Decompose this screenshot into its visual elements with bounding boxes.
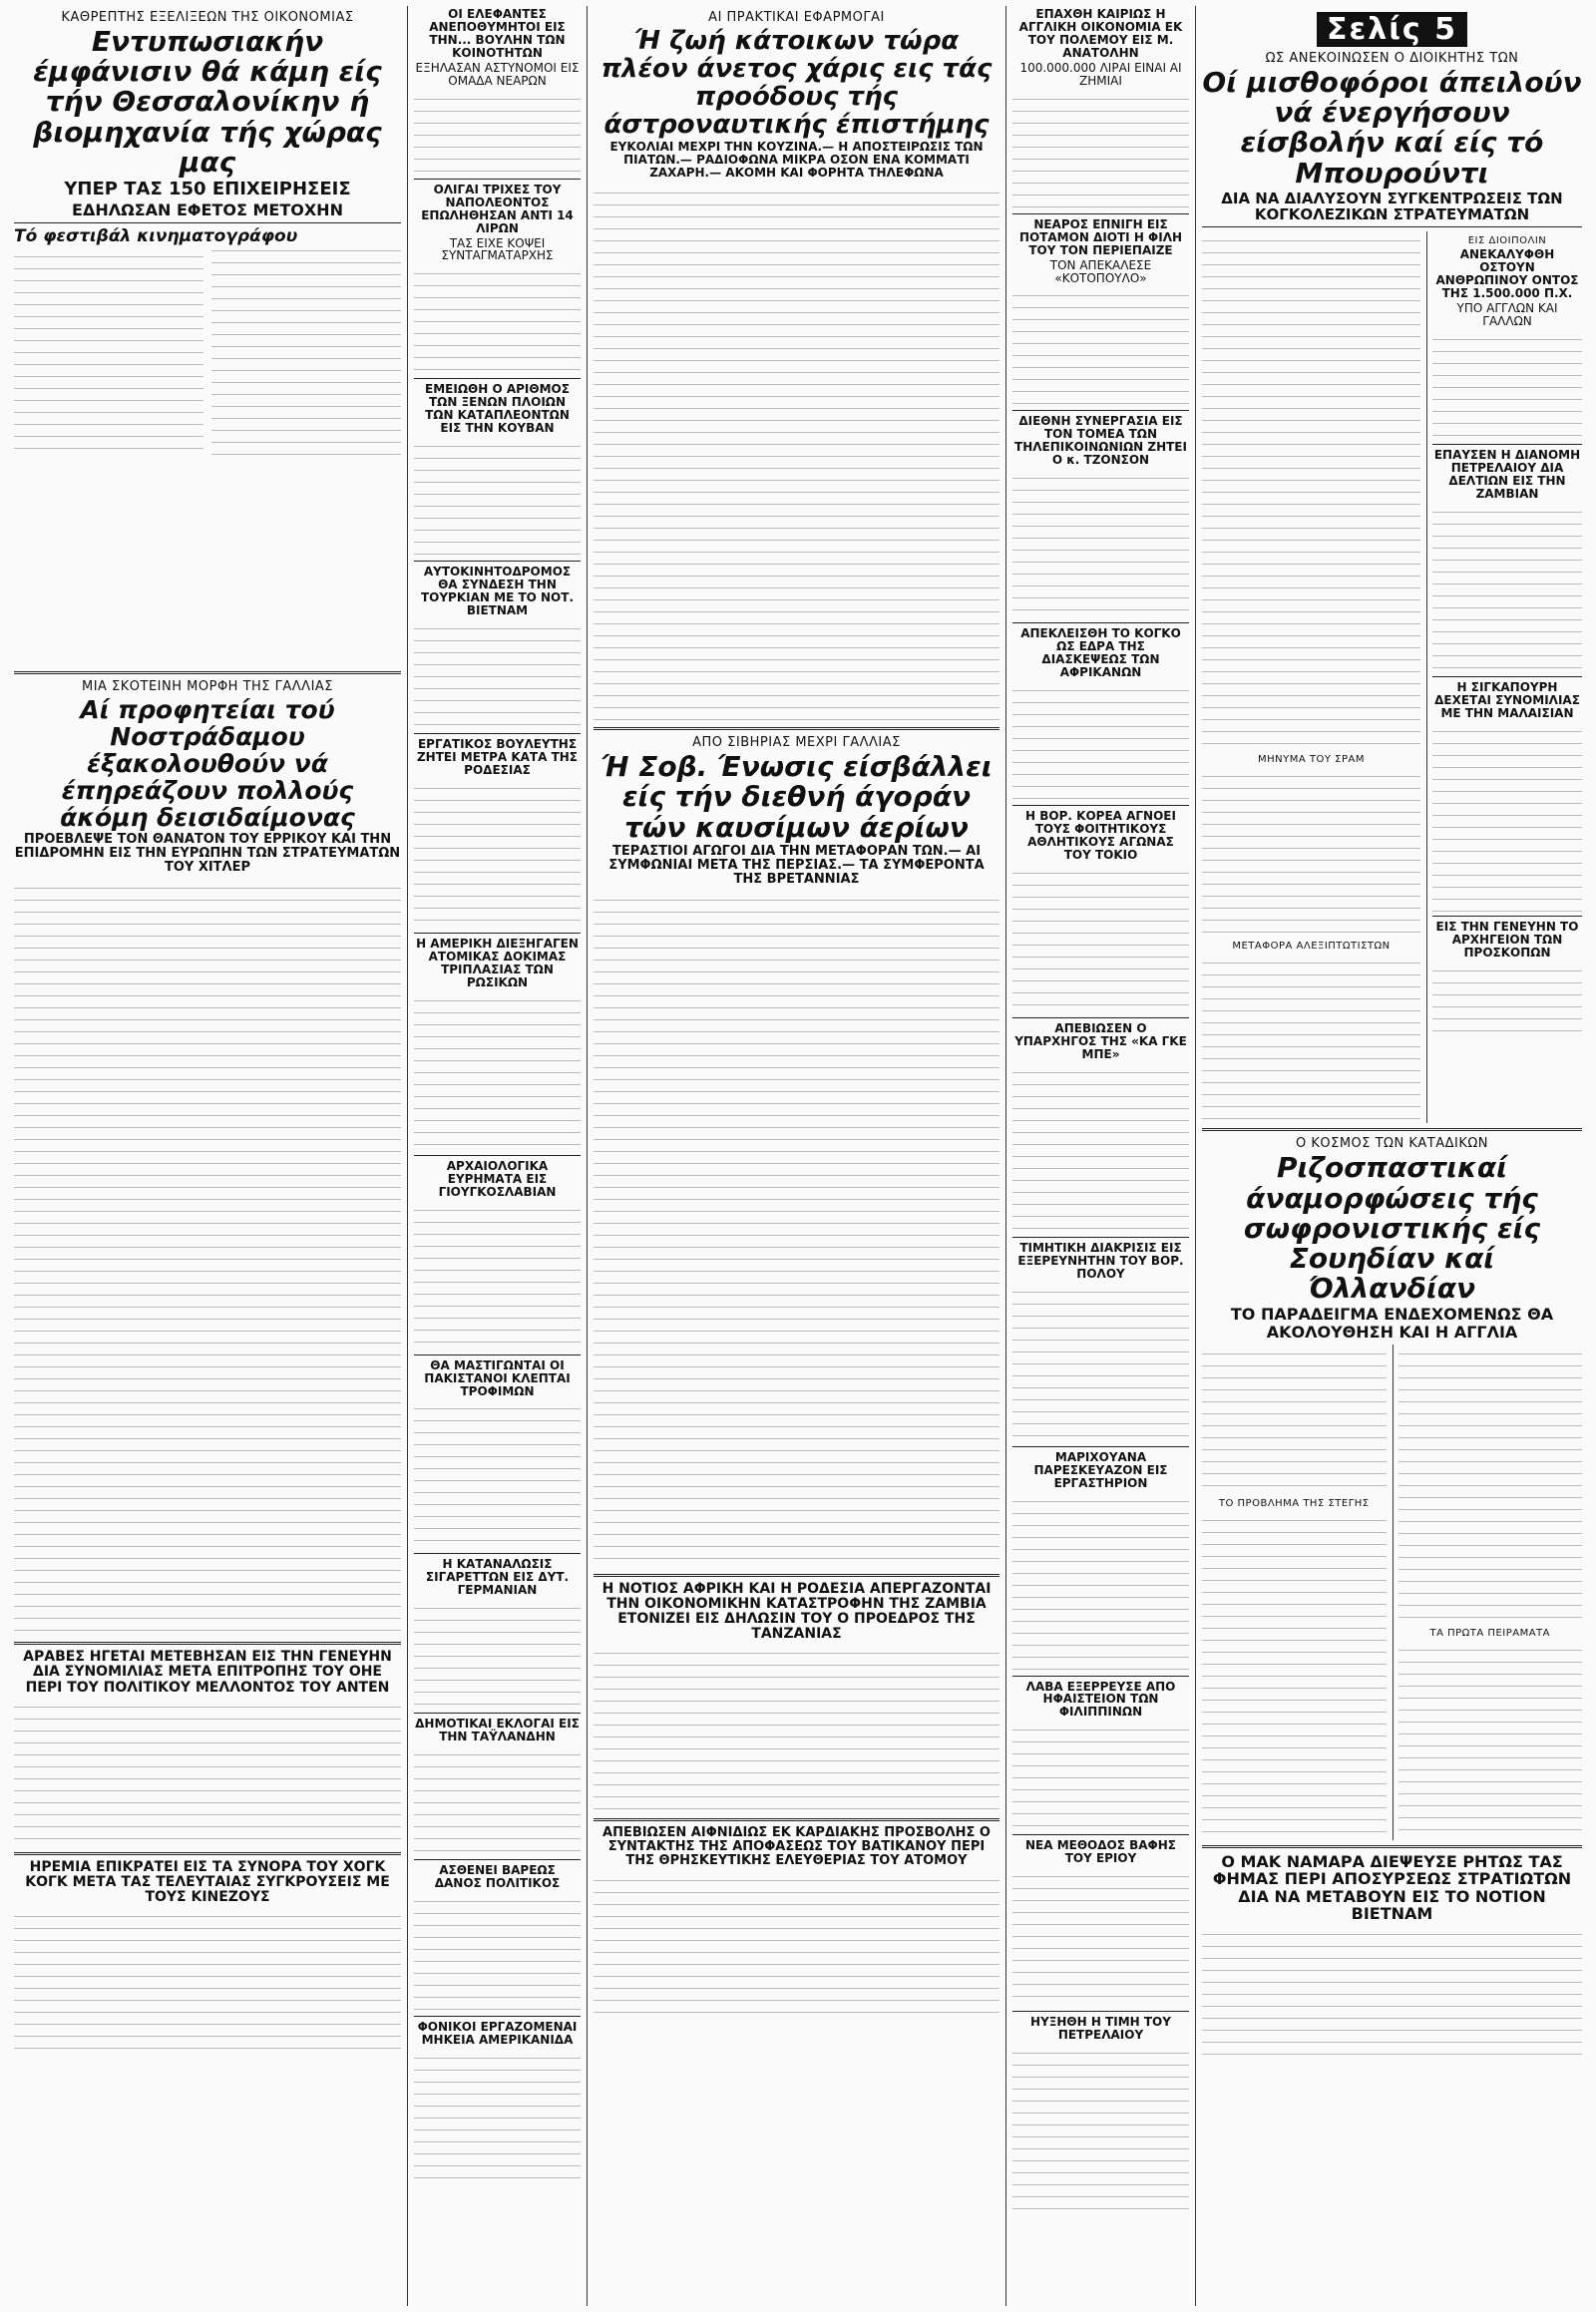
col2-h9: Η ΚΑΤΑΝΑΛΩΣΙΣ ΣΙΓΑΡΕΤΤΩΝ ΕΙΣ ΔΥΤ. ΓΕΡΜΑΝΙΑΝ bbox=[425, 1557, 570, 1598]
col5-story2-sub: ΤΟ ΠΑΡΑΔΕΙΓΜΑ ΕΝΔΕΧΟΜΕΝΩΣ ΘΑ ΑΚΟΛΟΥΘΗΣΗ ΚΑΙ Η ΑΓΓΛΙΑ bbox=[1230, 1305, 1554, 1342]
col4-body-6 bbox=[1012, 1063, 1189, 1233]
col3-story3-body bbox=[594, 1644, 999, 1813]
col2-h12: ΦΟΝΙΚΟΙ ΕΡΓΑΖΟΜΕΝΑΙ ΜΗΚΕΙΑ ΑΜΕΡΙΚΑΝΙΔΑ bbox=[417, 2020, 578, 2048]
col1-story2-body bbox=[14, 879, 401, 1637]
col2-h5: ΕΡΓΑΤΙΚΟΣ ΒΟΥΛΕΥΤΗΣ ΖΗΤΕΙ ΜΕΤΡΑ ΚΑΤΑ ΤΗΣ ΡΟΔΕΣΙΑΣ bbox=[416, 737, 578, 777]
col2-h11: ΑΣΘΕΝΕΙ ΒΑΡΕΩΣ ΔΑΝΟΣ ΠΟΛΙΤΙΚΟΣ bbox=[434, 1863, 561, 1891]
column-2 bbox=[407, 6, 587, 2306]
col1-story2-kicker: ΜΙΑ ΣΚΟΤΕΙΝΗ ΜΟΡΦΗ ΤΗΣ ΓΑΛΛΙΑΣ bbox=[81, 679, 334, 695]
col2-body-2 bbox=[414, 264, 581, 374]
col4-h2b: ΤΟΝ ΑΠΕΚΑΛΕΣΕ «ΚΟΤΟΠΟΥΛΟ» bbox=[1049, 257, 1152, 285]
col2-body-11 bbox=[414, 1892, 581, 2012]
col1-story2-sub: ΠΡΟΕΒΛΕΨΕ ΤΟΝ ΘΑΝΑΤΟΝ ΤΟΥ ΕΡΡΙΚΟΥ ΚΑΙ ΤΗΝ ΕΠΙΔΡΟΜΗΝ ΕΙΣ ΤΗΝ ΕΥΡΩΠΗΝ ΤΩΝ ΣΤΡΑΤΕΥΜΑΤΩΝ ΤΟΥ ΧΙΤΛΕΡ bbox=[14, 832, 401, 876]
col3-story2-sub: ΤΕΡΑΣΤΙΟΙ ΑΓΩΓΟΙ ΔΙΑ ΤΗΝ ΜΕΤΑΦΟΡΑΝ ΤΩΝ.— ΑΙ ΣΥΜΦΩΝΙΑΙ ΜΕΤΑ ΤΗΣ ΠΕΡΣΙΑΣ.— ΤΑ ΣΥΜΦΕΡΟΝΤΑ ΤΗΣ ΒΡΕΤΑΝΝΙΑΣ bbox=[608, 843, 985, 887]
col4-body-1 bbox=[1012, 90, 1189, 209]
col5-side2: ΕΠΑΥΣΕΝ Η ΔΙΑΝΟΜΗ ΠΕΤΡΕΛΑΙΟΥ ΔΙΑ ΔΕΛΤΙΩΝ ΕΙΣ ΤΗΝ ΖΑΜΒΙΑΝ bbox=[1433, 448, 1581, 501]
column-3 bbox=[587, 6, 1005, 2306]
col3-story2-kicker: ΑΠΟ ΣΙΒΗΡΙΑΣ ΜΕΧΡΙ ΓΑΛΛΙΑΣ bbox=[692, 735, 901, 751]
col5-story3-headline: Ο ΜΑΚ ΝΑΜΑΡΑ ΔΙΕΨΕΥΣΕ ΡΗΤΩΣ ΤΑΣ ΦΗΜΑΣ ΠΕΡΙ ΑΠΟΣΥΡΣΕΩΣ ΣΤΡΑΤΙΩΤΩΝ ΔΙΑ ΝΑ ΜΕΤΑΒΟΥΝ ΕΙΣ ΤΟ ΝΟΤΙΟΝ ΒΙΕΤΝΑΜ bbox=[1212, 1852, 1572, 1923]
col3-sub: ΕΥΚΟΛΙΑΙ ΜΕΧΡΙ ΤΗΝ ΚΟΥΖΙΝΑ.— Η ΑΠΟΣΤΕΙΡΩΣΙΣ ΤΩΝ ΠΙΑΤΩΝ.— ΡΑΔΙΟΦΩΝΑ ΜΙΚΡΑ ΟΣΟΝ ΕΝΑ ΚΟΜΜΑΤΙ ΖΑΧΑΡΗ.— ΑΚΟΜΗ ΚΑΙ ΦΟΡΗΤΑ ΤΗΛΕΦΩΝΑ bbox=[609, 140, 984, 181]
col2-body-10 bbox=[414, 1745, 581, 1855]
col5-story2-body-d bbox=[1398, 1641, 1583, 1840]
col2-body-3 bbox=[414, 437, 581, 557]
col3-story3-headline: Η ΝΟΤΙΟΣ ΑΦΡΙΚΗ ΚΑΙ Η ΡΟΔΕΣΙΑ ΑΠΕΡΓΑΖΟΝΤΑΙ ΤΗΝ ΟΙΚΟΝΟΜΙΚΗΝ ΚΑΤΑΣΤΡΟΦΗΝ ΤΗΣ ΖΑΜΒΙΑ ΕΤΟΝΙΖΕΙ ΕΙΣ ΔΗΛΩΣΙΝ ΤΟΥ Ο ΠΡΟΕΔΡΟΣ ΤΗΣ ΤΑΝΖΑΝΙΑΣ bbox=[601, 1580, 992, 1643]
col1-sub2: ΕΔΗΛΩΣΑΝ ΕΦΕΤΟΣ ΜΕΤΟΧΗΝ bbox=[72, 199, 343, 219]
col5-side2-body bbox=[1432, 503, 1582, 672]
col5-headline: Οί μισθοφόροι άπειλούν νά ένεργήσουν είσβολήν καί είς τό Μπουρούντι bbox=[1202, 66, 1582, 190]
col4-body-4 bbox=[1012, 681, 1189, 801]
col2-h8: ΘΑ ΜΑΣΤΙΓΩΝΤΑΙ ΟΙ ΠΑΚΙΣΤΑΝΟΙ ΚΛΕΠΤΑΙ ΤΡΟΦΙΜΩΝ bbox=[424, 1357, 571, 1398]
col4-h4: ΑΠΕΚΛΕΙΣΘΗ ΤΟ ΚΟΓΚΟ ΩΣ ΕΔΡΑ ΤΗΣ ΔΙΑΣΚΕΨΕΩΣ ΤΩΝ ΑΦΡΙΚΑΝΩΝ bbox=[1020, 626, 1181, 680]
col4-body-8 bbox=[1012, 1492, 1189, 1672]
col4-h5: Η ΒΟΡ. ΚΟΡΕΑ ΑΓΝΟΕΙ ΤΟΥΣ ΦΟΙΤΗΤΙΚΟΥΣ ΑΘΛΗΤΙΚΟΥΣ ΑΓΩΝΑΣ ΤΟΥ ΤΟΚΙΟ bbox=[1025, 809, 1176, 862]
col5-story2-body-c bbox=[1398, 1345, 1583, 1624]
page-number-badge: Σελίς 5 bbox=[1317, 12, 1467, 47]
col4-body-3 bbox=[1012, 469, 1189, 618]
col2-body-7 bbox=[414, 1201, 581, 1350]
col2-h1b: ΕΞΗΛΑΣΑΝ ΑΣΤΥΝΟΜΟΙ ΕΙΣ ΟΜΑΔΑ ΝΕΑΡΩΝ bbox=[415, 60, 580, 88]
col3-story4-body bbox=[594, 1871, 999, 2021]
col1-story3-body bbox=[14, 1698, 401, 1847]
col4-h7: ΤΙΜΗΤΙΚΗ ΔΙΑΚΡΙΣΙΣ ΕΙΣ ΕΞΕΡΕΥΝΗΤΗΝ ΤΟΥ ΒΟΡ. ΠΟΛΟΥ bbox=[1017, 1240, 1184, 1281]
col5-side1-kicker: ΕΙΣ ΔΙΟΙΠΟΛΙΝ bbox=[1467, 235, 1547, 247]
col2-h4: ΑΥΤΟΚΙΝΗΤΟΔΡΟΜΟΣ ΘΑ ΣΥΝΔΕΣΗ ΤΗΝ ΤΟΥΡΚΙΑΝ ΜΕ ΤΟ ΝΟΤ. ΒΙΕΤΝΑΜ bbox=[420, 565, 574, 618]
col3-story4-headline: ΑΠΕΒΙΩΣΕΝ ΑΙΦΝΙΔΙΩΣ ΕΚ ΚΑΡΔΙΑΚΗΣ ΠΡΟΣΒΟΛΗΣ Ο ΣΥΝΤΑΚΤΗΣ ΤΗΣ ΑΠΟΦΑΣΕΩΣ ΤΟΥ ΒΑΤΙΚΑΝΟΥ ΠΕΡΙ ΤΗΣ ΘΡΗΣΚΕΥΤΙΚΗΣ ΕΛΕΥΘΕΡΙΑΣ ΤΟΥ ΑΤΟΜΟΥ bbox=[602, 1825, 991, 1869]
col2-body-5 bbox=[414, 779, 581, 929]
col5-small-head1: ΜΗΝΥΜΑ ΤΟΥ ΣΡΑΜ bbox=[1258, 754, 1365, 766]
col2-body-12 bbox=[414, 2049, 581, 2188]
col5-side3: Η ΣΙΓΚΑΠΟΥΡΗ ΔΕΧΕΤΑΙ ΣΥΝΟΜΙΛΙΑΣ ΜΕ ΤΗΝ ΜΑΛΑΙΣΙΑΝ bbox=[1434, 679, 1580, 720]
col5-sub: ΔΙΑ ΝΑ ΔΙΑΛΥΣΟΥΝ ΣΥΓΚΕΝΤΡΩΣΕΙΣ ΤΩΝ ΚΟΓΚΟΛΕΖΙΚΩΝ ΣΤΡΑΤΕΥΜΑΤΩΝ bbox=[1221, 189, 1563, 224]
col3-story2-headline: Ή Σοβ. Ένωσις είσβάλλει είς τήν διεθνή άγοράν τών καυσίμων άερίων bbox=[600, 750, 993, 844]
col5-side1-body bbox=[1432, 330, 1582, 440]
col5-small-head2: ΜΕΤΑΦΟΡΑ ΑΛΕΞΙΠΤΩΤΙΣΤΩΝ bbox=[1232, 941, 1391, 953]
col4-h3: ΔΙΕΘΝΗ ΣΥΝΕΡΓΑΣΙΑ ΕΙΣ ΤΟΝ ΤΟΜΕΑ ΤΩΝ ΤΗΛΕΠΙΚΟΙΝΩΝΙΩΝ ΖΗΤΕΙ Ο κ. ΤΖΟΝΣΟΝ bbox=[1014, 414, 1187, 468]
col1-story-body bbox=[14, 247, 401, 666]
col5-side1b: ΥΠΟ ΑΓΓΛΩΝ ΚΑΙ ΓΑΛΛΩΝ bbox=[1456, 301, 1558, 329]
col5-main-body bbox=[1202, 231, 1420, 750]
col4-h8: ΜΑΡΙΧΟΥΑΝΑ ΠΑΡΕΣΚΕΥΑΖΟΝ ΕΙΣ ΕΡΓΑΣΤΗΡΙΟΝ bbox=[1033, 1449, 1168, 1490]
col5-main-body-3 bbox=[1202, 954, 1420, 1123]
col4-h2: ΝΕΑΡΟΣ ΕΠΝΙΓΗ ΕΙΣ ΠΟΤΑΜΟΝ ΔΙΟΤΙ Η ΦΙΛΗ ΤΟΥ ΤΟΝ ΠΕΡΙΕΠΑΙΖΕ bbox=[1018, 216, 1183, 257]
col4-h9: ΛΑΒΑ ΕΞΕΡΡΕΥΣΕ ΑΠΟ ΗΦΑΙΣΤΕΙΟΝ ΤΩΝ ΦΙΛΙΠΠΙΝΩΝ bbox=[1025, 1679, 1176, 1720]
col1-story4-headline: ΗΡΕΜΙΑ ΕΠΙΚΡΑΤΕΙ ΕΙΣ ΤΑ ΣΥΝΟΡΑ ΤΟΥ ΧΟΓΚ ΚΟΓΚ ΜΕΤΑ ΤΑΣ ΤΕΛΕΥΤΑΙΑΣ ΣΥΓΚΡΟΥΣΕΙΣ ΜΕ ΤΟΥΣ ΚΙΝΕΖΟΥΣ bbox=[25, 1858, 390, 1905]
col2-body-4 bbox=[414, 619, 581, 729]
col4-h10: ΝΕΑ ΜΕΘΟΔΟΣ ΒΑΦΗΣ ΤΟΥ ΕΡΙΟΥ bbox=[1025, 1838, 1176, 1866]
col5-side4-body bbox=[1432, 962, 1582, 1041]
col2-h7: ΑΡΧΑΙΟΛΟΓΙΚΑ ΕΥΡΗΜΑΤΑ ΕΙΣ ΓΙΟΥΓΚΟΣΛΑΒΙΑΝ bbox=[438, 1158, 557, 1199]
col4-body-11 bbox=[1012, 2044, 1189, 2213]
col3-story-body bbox=[594, 184, 999, 722]
column-5 bbox=[1195, 6, 1588, 2306]
col4-h1: ΕΠΑΧΘΗ ΚΑΙΡΙΩΣ Η ΑΓΓΛΙΚΗ ΟΙΚΟΝΟΜΙΑ ΕΚ ΤΟΥ ΠΟΛΕΜΟΥ ΕΙΣ Μ. ΑΝΑΤΟΛΗΝ bbox=[1018, 7, 1183, 60]
col5-small-head4: ΤΑ ΠΡΩΤΑ ΠΕΙΡΑΜΑΤΑ bbox=[1429, 1628, 1551, 1640]
col5-side1: ΑΝΕΚΑΛΥΦΘΗ ΟΣΤΟΥΝ ΑΝΘΡΩΠΙΝΟΥ ΟΝΤΟΣ ΤΗΣ 1.500.000 Π.Χ. bbox=[1435, 247, 1579, 301]
col2-body-8 bbox=[414, 1399, 581, 1549]
col5-side3-body bbox=[1432, 722, 1582, 912]
col2-h2: ΟΛΙΓΑΙ ΤΡΙΧΕΣ ΤΟΥ ΝΑΠΟΛΕΟΝΤΟΣ ΕΠΩΛΗΘΗΣΑΝ ΑΝΤΙ 14 ΛΙΡΩΝ bbox=[421, 182, 574, 235]
col4-h1b: 100.000.000 ΛΙΡΑΙ ΕΙΝΑΙ ΑΙ ΖΗΜΙΑΙ bbox=[1019, 60, 1182, 88]
col2-h6: Η ΑΜΕΡΙΚΗ ΔΙΕΞΗΓΑΓΕΝ ΑΤΟΜΙΚΑΣ ΔΟΚΙΜΑΣ ΤΡΙΠΛΑΣΙΑΣ ΤΩΝ ΡΩΣΙΚΩΝ bbox=[416, 936, 579, 989]
col4-body-10 bbox=[1012, 1867, 1189, 2007]
col5-side4: ΕΙΣ ΤΗΝ ΓΕΝΕΥΗΝ ΤΟ ΑΡΧΗΓΕΙΟΝ ΤΩΝ ΠΡΟΣΚΟΠΩΝ bbox=[1435, 919, 1579, 960]
col1-sub1: ΥΠΕΡ ΤΑΣ 150 ΕΠΙΧΕΙΡΗΣΕΙΣ bbox=[64, 179, 351, 200]
col2-body-1 bbox=[414, 90, 581, 175]
col5-kicker: ΩΣ ΑΝΕΚΟΙΝΩΣΕΝ Ο ΔΙΟΙΚΗΤΗΣ ΤΩΝ bbox=[1265, 51, 1519, 66]
col1-sub3: Τό φεστιβάλ κινηματογράφου bbox=[14, 225, 298, 246]
col4-body-7 bbox=[1012, 1283, 1189, 1442]
col4-h11: ΗΥΞΗΘΗ Η ΤΙΜΗ ΤΟΥ ΠΕΤΡΕΛΑΙΟΥ bbox=[1030, 2015, 1171, 2043]
col4-h6: ΑΠΕΒΙΩΣΕΝ Ο ΥΠΑΡΧΗΓΟΣ ΤΗΣ «ΚΑ ΓΚΕ ΜΠΕ» bbox=[1014, 1020, 1187, 1061]
col1-story2-headline: Αί προφητείαι τού Νοστράδαμου έξακολουθούν νά έπηρεάζουν πολλούς άκόμη δεισιδαίμονας bbox=[60, 695, 355, 833]
col5-story2-body-a bbox=[1202, 1345, 1387, 1494]
col5-main-body-2 bbox=[1202, 767, 1420, 937]
col2-h10: ΔΗΜΟΤΙΚΑΙ ΕΚΛΟΓΑΙ ΕΙΣ ΤΗΝ ΤΑΫΛΑΝΔΗΝ bbox=[415, 1717, 580, 1744]
col3-story2-body bbox=[594, 891, 999, 1569]
col1-kicker: ΚΑΘΡΕΠΤΗΣ ΕΞΕΛΙΞΕΩΝ ΤΗΣ ΟΙΚΟΝΟΜΙΑΣ bbox=[61, 10, 354, 25]
col2-h1: ΟΙ ΕΛΕΦΑΝΤΕΣ ΑΝΕΠΟΘΥΜΗΤΟΙ ΕΙΣ ΤΗΝ... ΒΟΥΛΗΝ ΤΩΝ ΚΟΙΝΟΤΗΤΩΝ bbox=[429, 7, 566, 60]
col4-body-9 bbox=[1012, 1721, 1189, 1830]
col2-body-9 bbox=[414, 1599, 581, 1709]
column-1 bbox=[8, 6, 407, 2306]
col1-headline: Εντυπωσιακήν έμφάνισιν θά κάμη είς τήν Θεσσαλονίκην ή βιομηχανία τής χώρας μας bbox=[33, 25, 382, 179]
col3-kicker: ΑΙ ΠΡΑΚΤΙΚΑΙ ΕΦΑΡΜΟΓΑΙ bbox=[708, 10, 885, 25]
col5-story2-headline: Ριζοσπαστικαί άναμορφώσεις τής σωφρονιστικής είς Σουηδίαν καί Όλλανδίαν bbox=[1243, 1151, 1541, 1306]
col4-body-2 bbox=[1012, 286, 1189, 406]
col2-body-6 bbox=[414, 991, 581, 1151]
col5-story2-kicker: Ο ΚΟΣΜΟΣ ΤΩΝ ΚΑΤΑΔΙΚΩΝ bbox=[1295, 1136, 1489, 1152]
col2-h3: ΕΜΕΙΩΘΗ Ο ΑΡΙΘΜΟΣ ΤΩΝ ΞΕΝΩΝ ΠΛΟΙΩΝ ΤΩΝ ΚΑΤΑΠΛΕΟΝΤΩΝ ΕΙΣ ΤΗΝ ΚΟΥΒΑΝ bbox=[425, 382, 570, 436]
col1-story3-headline: ΑΡΑΒΕΣ ΗΓΕΤΑΙ ΜΕΤΕΒΗΣΑΝ ΕΙΣ ΤΗΝ ΓΕΝΕΥΗΝ ΔΙΑ ΣΥΝΟΜΙΛΙΑΣ ΜΕΤΑ ΕΠΙΤΡΟΠΗΣ ΤΟΥ ΟΗΕ ΠΕΡΙ ΤΟΥ ΠΟΛΙΤΙΚΟΥ ΜΕΛΛΟΝΤΟΣ ΤΟΥ ΑΝΤΕΝ bbox=[23, 1649, 392, 1696]
col5-small-head3: ΤΟ ΠΡΟΒΛΗΜΑ ΤΗΣ ΣΤΕΓΗΣ bbox=[1218, 1498, 1370, 1510]
col2-h2b: ΤΑΣ ΕΙΧΕ ΚΟΨΕΙ ΣΥΝΤΑΓΜΑΤΑΡΧΗΣ bbox=[441, 235, 554, 263]
col1-story4-body bbox=[14, 1907, 401, 2057]
col5-story2-body-b bbox=[1202, 1511, 1387, 1840]
col3-headline: Ή ζωή κάτοικων τώρα πλέον άνετος χάρις εις τάς προόδους τής άστροναυτικής έπιστήμης bbox=[600, 26, 993, 141]
col5-story3-body bbox=[1202, 1925, 1582, 2055]
column-4 bbox=[1005, 6, 1195, 2306]
col4-body-5 bbox=[1012, 864, 1189, 1013]
